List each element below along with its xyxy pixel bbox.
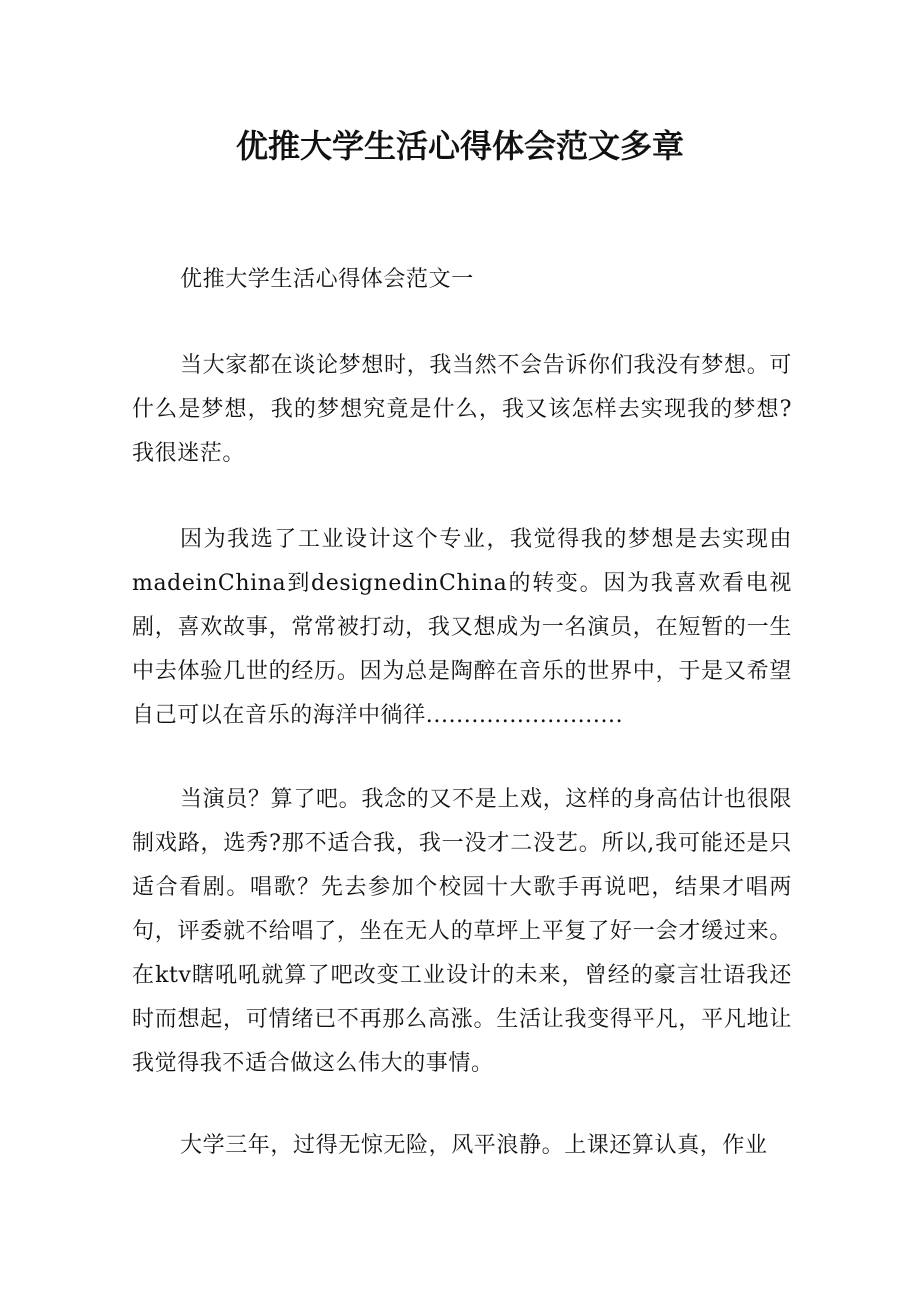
paragraph-4: 大学三年，过得无惊无险，风平浪静。上课还算认真，作业 (180, 1133, 768, 1158)
paragraph-2: 因为我选了工业设计这个专业，我觉得我的梦想是去实现由madeinChina到designedinChina的转变。因为我喜欢看电视剧，喜欢故事，常常被打动，我又想成为一名演员，在短暂的一生中去体验几世的经历。因为总是陶醉在音乐的世界中，于是又希望自己可以在音乐的海洋中徜徉.......................... (132, 527, 792, 728)
section-heading: 优推大学生活心得体会范文一 (180, 267, 474, 292)
paragraph-3: 当演员？算了吧。我念的又不是上戏，这样的身高估计也很限制戏路，选秀?那不适合我，我一没才二没艺。所以,我可能还是只适合看剧。唱歌？先去参加个校园十大歌手再说吧，结果才唱两句，评委就不给唱了，坐在无人的草坪上平复了好一会才缓过来。在ktv瞎吼吼就算了吧改变工业设计的未来，曾经的豪言壮语我还时而想起，可情绪已不再那么高涨。生活让我变得平凡，平凡地让我觉得我不适合做这么伟大的事情。 (132, 787, 792, 1076)
page-title: 优推大学生活心得体会范文多章 (235, 127, 684, 165)
paragraph-1: 当大家都在谈论梦想时，我当然不会告诉你们我没有梦想。可什么是梦想，我的梦想究竟是什么，我又该怎样去实现我的梦想?我很迷茫。 (132, 353, 792, 466)
